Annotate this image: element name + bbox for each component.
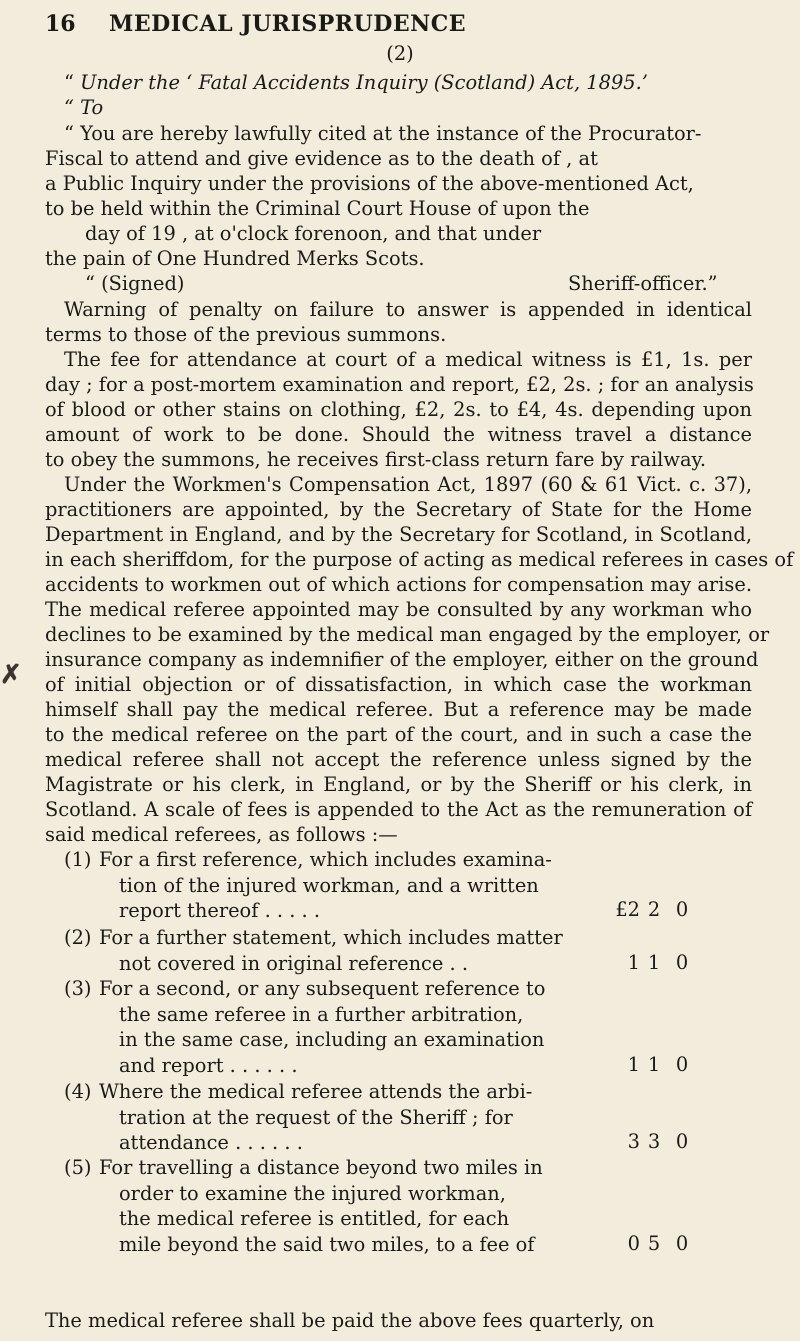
running-title: MEDICAL JURISPRUDENCE <box>109 11 466 37</box>
officer-title: Sheriff-officer.” <box>568 272 718 295</box>
fee-item-text: not covered in original reference . . <box>119 951 469 975</box>
body-line: medical referee shall not accept the reference unless signed by the <box>45 748 752 771</box>
fee-item-text: For a first reference, which includes examina- <box>99 848 552 871</box>
body-line: of initial objection or of dissatisfaction, in which case the workman <box>45 673 752 696</box>
summons-line: the pain of One Hundred Merks Scots. <box>45 247 425 270</box>
body-line: terms to those of the previous summons. <box>45 323 447 346</box>
signature-label: “ (Signed) <box>85 272 185 295</box>
fee-item-text: order to examine the injured workman, <box>119 1181 506 1205</box>
fee-amount <box>612 951 752 974</box>
body-line: The fee for attendance at court of a medical witness is £1, 1s. per <box>64 348 752 371</box>
fee-pence: 0 <box>675 1052 689 1076</box>
body-line: to obey the summons, he receives first-class return fare by railway. <box>45 448 707 471</box>
fee-shillings: 1 <box>647 1052 661 1076</box>
fee-shillings: 1 <box>647 950 661 974</box>
fee-item-text: in the same case, including an examination <box>119 1028 545 1052</box>
body-line: insurance company as indemnifier of the employer, either on the ground <box>45 648 759 671</box>
fee-item-text: Where the medical referee attends the arbi- <box>99 1080 533 1103</box>
fee-item-text: tration at the request of the Sheriff ; for <box>119 1105 513 1129</box>
fee-pounds: £2 <box>615 898 640 922</box>
fee-item-text: mile beyond the said two miles, to a fee of <box>119 1232 535 1256</box>
fee-item-text: the medical referee is entitled, for each <box>119 1207 510 1231</box>
body-line: day ; for a post-mortem examination and report, £2, 2s. ; for an analysis <box>45 373 754 396</box>
fee-shillings: 5 <box>647 1231 661 1255</box>
fee-pounds: 3 <box>627 1130 640 1154</box>
body-line: Department in England, and by the Secretary for Scotland, in Scotland, <box>45 523 752 546</box>
body-line: himself shall pay the medical referee. But a reference may be made <box>45 698 752 721</box>
summons-line: Fiscal to attend and give evidence as to the death of , at <box>45 147 598 170</box>
body-line: to the medical referee on the part of the court, and in such a case the <box>45 723 752 746</box>
body-line: accidents to workmen out of which actions for compensation may arise. <box>45 573 752 596</box>
fee-item-number: (5) <box>64 1156 92 1179</box>
summons-line: to be held within the Criminal Court House of upon the <box>45 197 590 220</box>
body-line: Magistrate or his clerk, in England, or by the Sheriff or his clerk, in <box>45 773 752 796</box>
body-line: declines to be examined by the medical man engaged by the employer, or <box>45 623 770 646</box>
fee-item-number: (2) <box>64 926 92 949</box>
body-line: amount of work to be done. Should the witness travel a distance <box>45 423 752 446</box>
body-line: Under the Workmen's Compensation Act, 1897 (60 & 61 Vict. c. 37), <box>64 473 752 496</box>
section-number: (2) <box>386 42 414 65</box>
summons-line: day of 19 , at o'clock forenoon, and that under <box>85 222 542 245</box>
fee-item-number: (4) <box>64 1080 92 1103</box>
fee-shillings: 3 <box>647 1130 661 1154</box>
closing-line: The medical referee shall be paid the above fees quarterly, on <box>45 1309 655 1332</box>
fee-item-text: report thereof . . . . . <box>119 899 321 923</box>
fee-pence: 0 <box>675 1130 689 1154</box>
fee-item-text: the same referee in a further arbitration, <box>119 1002 524 1026</box>
fee-pence: 0 <box>675 1231 689 1255</box>
summons-line: “ You are hereby lawfully cited at the instance of the Procurator- <box>64 122 702 145</box>
fee-pence: 0 <box>675 950 689 974</box>
body-line: in each sheriffdom, for the purpose of acting as medical referees in cases of <box>45 548 794 571</box>
fee-pence: 0 <box>675 898 689 922</box>
fee-item-text: and report . . . . . . <box>119 1053 298 1077</box>
fee-item-number: (3) <box>64 977 92 1000</box>
fee-item-text: For a further statement, which includes matter <box>99 926 563 949</box>
body-line: Warning of penalty on failure to answer is appended in identical <box>64 298 752 321</box>
summons-line: a Public Inquiry under the provisions of the above-mentioned Act, <box>45 172 694 195</box>
body-line: The medical referee appointed may be consulted by any workman who <box>45 598 752 621</box>
fee-item-text: For a second, or any subsequent reference to <box>99 977 546 1000</box>
fee-pounds: 0 <box>627 1231 640 1255</box>
fee-shillings: 2 <box>647 898 661 922</box>
fee-amount <box>612 898 752 921</box>
page-number: 16 <box>45 11 76 37</box>
act-citation: “ Under the ‘ Fatal Accidents Inquiry (Scotland) Act, 1895.’ <box>64 71 648 94</box>
margin-annotation-mark: ✗ <box>0 660 22 690</box>
body-line: said medical referees, as follows :— <box>45 823 398 846</box>
body-line: of blood or other stains on clothing, £2, 2s. to £4, 4s. depending upon <box>45 398 752 421</box>
fee-amount <box>612 1232 752 1255</box>
fee-amount <box>612 1053 752 1076</box>
body-line: practitioners are appointed, by the Secretary of State for the Home <box>45 498 752 521</box>
fee-item-text: tion of the injured workman, and a written <box>119 873 539 897</box>
body-line: Scotland. A scale of fees is appended to the Act as the remuneration of <box>45 798 752 821</box>
fee-item-number: (1) <box>64 848 92 871</box>
fee-amount <box>612 1130 752 1153</box>
addressee-line: “ To <box>64 96 104 119</box>
fee-item-text: attendance . . . . . . <box>119 1131 303 1155</box>
running-header <box>45 12 752 42</box>
fee-item-text: For travelling a distance beyond two miles in <box>99 1156 543 1179</box>
fee-pounds: 1 <box>627 1052 640 1076</box>
fee-pounds: 1 <box>627 950 640 974</box>
